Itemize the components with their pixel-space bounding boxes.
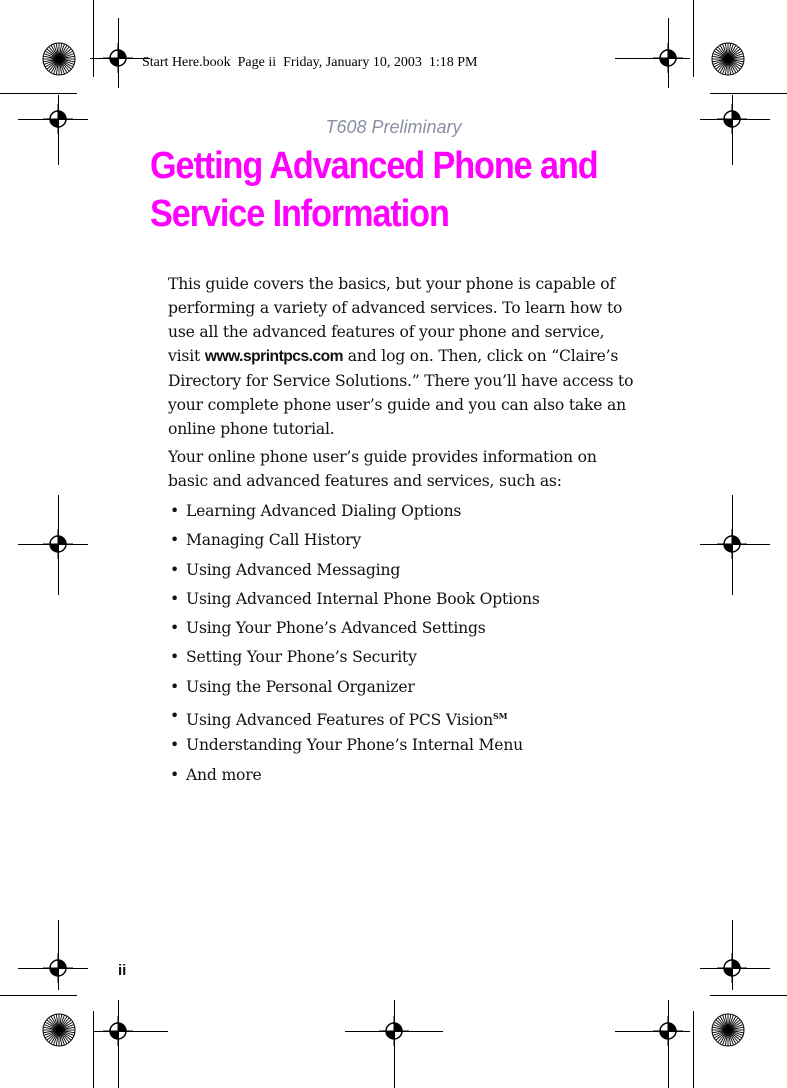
list-item (168, 733, 640, 762)
starburst-registration-icon (711, 42, 745, 76)
starburst-registration-icon (711, 1013, 745, 1047)
features-list (168, 499, 640, 792)
list-item (168, 616, 640, 645)
list-item-label: Using Advanced Features of PCS Vision (186, 711, 494, 730)
crop-mark (93, 0, 94, 77)
list-item-label: Using Advanced Internal Phone Book Options (186, 589, 540, 608)
list-item (168, 558, 640, 587)
crop-mark (93, 1011, 94, 1088)
bullet-icon: • (170, 619, 179, 638)
page-number: ii (118, 962, 127, 979)
bullet-icon: • (170, 531, 179, 550)
bullet-icon: • (170, 677, 179, 696)
preliminary-label: T608 Preliminary (325, 117, 462, 137)
starburst-registration-icon (42, 42, 76, 76)
bullet-icon: • (170, 765, 179, 784)
intro-text-1: This guide covers the basics, but your phone is capable of performing a variety of advanced services. To learn how to use all the advanced features of your phone and service, visit (168, 275, 623, 365)
list-item-label: And more (186, 765, 262, 784)
list-item-label: Understanding Your Phone’s Internal Menu (186, 736, 524, 755)
list-item (168, 645, 640, 674)
list-item (168, 763, 640, 792)
starburst-registration-icon (42, 1013, 76, 1047)
bullet-icon: • (170, 707, 179, 726)
list-item-label: Using the Personal Organizer (186, 677, 415, 696)
print-info-header: Start Here.book Page ii Friday, January 10, 2003 1:18 PM (142, 55, 478, 70)
registration-guide-line (668, 18, 669, 88)
list-item-label: Learning Advanced Dialing Options (186, 502, 462, 520)
list-item (168, 528, 640, 557)
registration-guide-line (700, 968, 770, 969)
list-item-label: Using Your Phone’s Advanced Settings (186, 619, 486, 638)
registration-guide-line (58, 920, 59, 990)
crop-mark (710, 93, 787, 94)
crop-mark (0, 93, 77, 94)
registration-guide-line (668, 1000, 669, 1088)
bullet-icon: • (170, 736, 179, 755)
intro-text-2: and log on. Then, click on “Claire’s Directory for Service Solutions.” There you’ll have access to your complete phone user’s guide and you can also take an online phone tutorial. (168, 347, 634, 438)
list-item (168, 587, 640, 616)
list-item-label: Setting Your Phone’s Security (186, 648, 417, 667)
registration-guide-line (118, 18, 119, 88)
page-title (150, 142, 618, 238)
list-item-label: Using Advanced Messaging (186, 560, 401, 579)
registration-guide-line (615, 58, 690, 59)
crop-mark (710, 995, 787, 996)
registration-guide-line (58, 495, 59, 595)
intro-paragraph (168, 272, 640, 441)
page-title-line-2: Service Information (150, 193, 449, 235)
bullet-icon: • (170, 589, 179, 608)
registration-guide-line (18, 544, 88, 545)
registration-guide-line (615, 1031, 690, 1032)
list-item (168, 499, 640, 528)
crop-mark (693, 1011, 694, 1088)
bullet-icon: • (170, 648, 179, 667)
crop-mark (0, 995, 77, 996)
bullet-icon: • (170, 502, 179, 520)
registration-guide-line (394, 1000, 395, 1088)
service-mark: SM (493, 711, 508, 722)
registration-guide-line (700, 544, 770, 545)
crop-mark (693, 0, 694, 77)
registration-guide-line (18, 968, 88, 969)
list-item-label: Managing Call History (186, 531, 362, 550)
sprintpcs-link[interactable]: www.sprintpcs.com (204, 348, 344, 365)
registration-guide-line (93, 1031, 168, 1032)
registration-guide-line (118, 1000, 119, 1088)
registration-guide-line (732, 920, 733, 990)
bullet-icon: • (170, 560, 179, 579)
registration-guide-line (90, 58, 150, 59)
lead-in-paragraph: Your online phone user’s guide provides information on basic and advanced features and services, such as: (168, 448, 597, 490)
page-title-line-1: Getting Advanced Phone and (150, 145, 598, 187)
list-item (168, 675, 640, 704)
body-text (168, 272, 640, 792)
list-item (168, 704, 640, 733)
registration-guide-line (732, 495, 733, 595)
